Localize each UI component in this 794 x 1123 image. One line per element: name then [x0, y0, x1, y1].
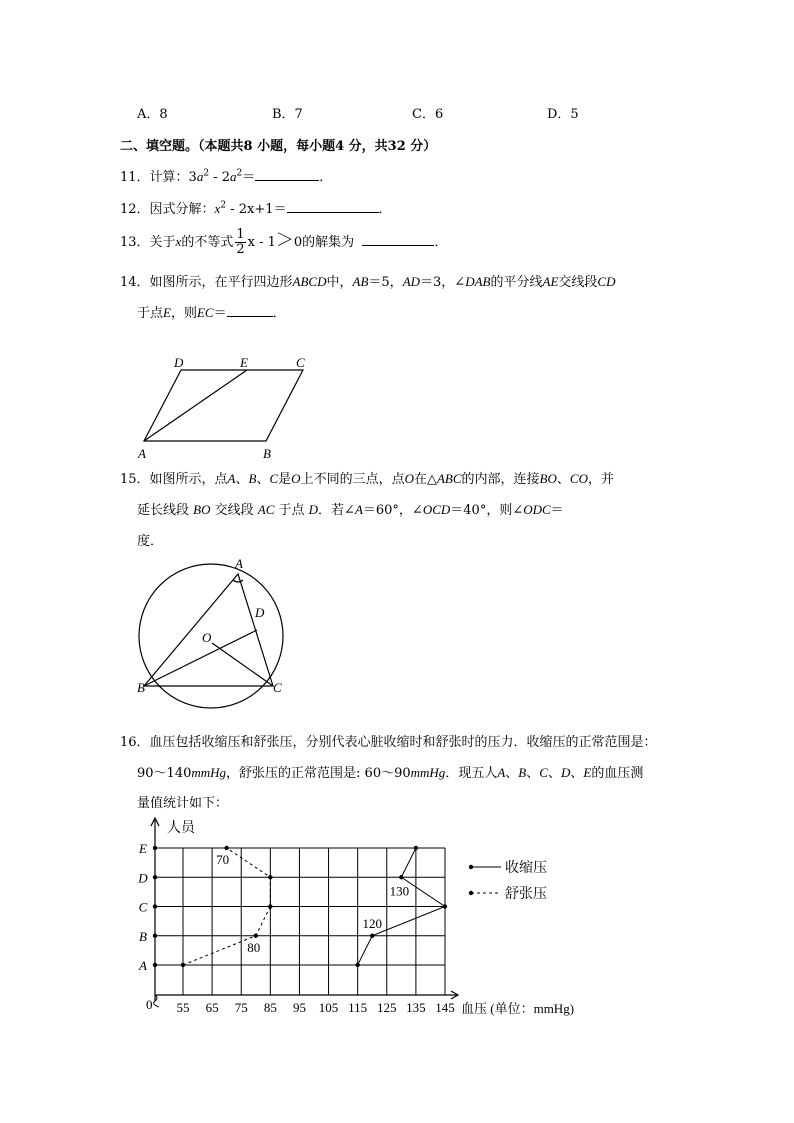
- data-point: [355, 963, 359, 967]
- data-point: [268, 904, 272, 908]
- section-title: 二、填空题。（本题共8 小题，每小题4 分，共32 分）: [120, 139, 437, 154]
- x-tick-label: 115: [348, 1000, 368, 1015]
- question-13: 13．关于x的不等式 $\frac{1}{2}$ x - 1＞0的解集为 ．: [120, 227, 448, 257]
- x-tick-label: 75: [234, 1000, 248, 1015]
- y-tick-dot: [153, 846, 157, 850]
- y-tick-dot: [153, 904, 157, 908]
- data-point: [181, 963, 185, 967]
- data-point: [414, 846, 418, 850]
- y-tick-label: B: [139, 928, 147, 944]
- question-12: 12．因式分解：$x^2 - 2x+1=$ ．: [120, 200, 392, 217]
- x-tick-label: 105: [318, 1000, 339, 1015]
- label-c: C: [273, 680, 282, 695]
- x-tick-label: 145: [435, 1000, 455, 1015]
- y-tick-dot: [153, 934, 157, 938]
- label-c: C: [296, 355, 305, 370]
- choice-b: B．7: [272, 107, 303, 122]
- label-o: O: [202, 630, 212, 645]
- data-point: [443, 904, 447, 908]
- circle-figure: [132, 555, 297, 715]
- x-tick-label: 95: [292, 1000, 306, 1015]
- x-axis-label: 血压 (单位：mmHg): [461, 1001, 575, 1016]
- line-bd: [144, 630, 257, 686]
- data-label: 120: [362, 915, 382, 931]
- question-14-line1: 14．如图所示，在平行四边形ABCD中，AB＝5，AD＝3，∠DAB的平分线AE交线段CD: [120, 274, 616, 290]
- data-point: [224, 846, 228, 850]
- choice-a: A．8: [137, 107, 168, 122]
- chart-legend: [469, 859, 547, 902]
- data-label: 70: [216, 852, 230, 867]
- data-label: 130: [389, 883, 410, 899]
- label-d: D: [174, 355, 184, 370]
- label-e: E: [240, 355, 248, 370]
- blood-pressure-chart: [125, 812, 595, 1022]
- answer-blank: [255, 168, 319, 181]
- choice-d: D．5: [547, 107, 579, 122]
- y-tick-dot: [153, 963, 157, 967]
- question-11: 11．计算：$3a^2 - 2a^2=$ ．: [120, 168, 333, 185]
- x-tick-label: 125: [377, 1000, 397, 1015]
- origin-label: 0: [146, 997, 153, 1012]
- question-15-line3: 度．: [137, 534, 164, 549]
- label-d: D: [255, 605, 265, 620]
- answer-blank: [362, 233, 434, 246]
- y-tick-label: D: [138, 870, 148, 886]
- label-b: B: [263, 446, 271, 461]
- x-tick-label: 65: [205, 1000, 219, 1015]
- y-tick-label: E: [139, 841, 147, 856]
- question-16-line1: 16．血压包括收缩压和舒张压，分别代表心脏收缩时和舒张时的压力．收缩压的正常范围是：: [120, 735, 657, 750]
- question-16-line3: 量值统计如下：: [137, 796, 229, 811]
- y-axis-label: 人员: [167, 821, 195, 836]
- parallelogram-figure: [130, 350, 320, 465]
- y-tick-label: C: [138, 899, 148, 915]
- question-15-line1: 15．如图所示，点A、B、C是O上不同的三点，点O在△ABC的内部，连接BO、CO，并: [120, 471, 614, 487]
- y-tick-dot: [153, 875, 157, 879]
- y-tick-label: A: [139, 958, 147, 973]
- answer-blank: [287, 200, 379, 213]
- question-14-line2: 于点E，则EC＝ ．: [137, 305, 286, 321]
- data-point: [399, 875, 403, 879]
- answer-blank: [227, 304, 273, 317]
- line-oc: [212, 643, 273, 686]
- data-point: [254, 934, 258, 938]
- label-a: A: [138, 446, 146, 461]
- x-tick-label: 135: [406, 1000, 426, 1015]
- legend-label: 收缩压: [505, 861, 547, 876]
- question-15-line2: 延长线段 BO 交线段 AC 于点 D．若∠A＝60°，∠OCD＝40°，则∠ODC＝: [137, 502, 564, 518]
- label-a: A: [235, 556, 243, 571]
- x-tick-label: 85: [263, 1000, 277, 1015]
- chart-labels: [216, 852, 409, 955]
- data-point: [370, 934, 374, 938]
- question-16-line2: 90～140mmHg，舒张压的正常范围是: 60～90mmHg．现五人A、B、C、D、E的血压测: [137, 765, 644, 781]
- data-label: 80: [247, 939, 261, 955]
- parallelogram: [144, 370, 303, 441]
- label-b: B: [137, 680, 145, 695]
- bisector-ae: [144, 370, 247, 441]
- data-point: [268, 875, 272, 879]
- legend-label: 舒张压: [505, 887, 547, 902]
- chart-grid: [155, 848, 445, 995]
- choice-c: C．6: [412, 107, 444, 122]
- x-tick-label: 55: [176, 1000, 190, 1015]
- fraction: $\frac{1}{2}$: [236, 227, 245, 257]
- angle-a-mark: [233, 580, 243, 582]
